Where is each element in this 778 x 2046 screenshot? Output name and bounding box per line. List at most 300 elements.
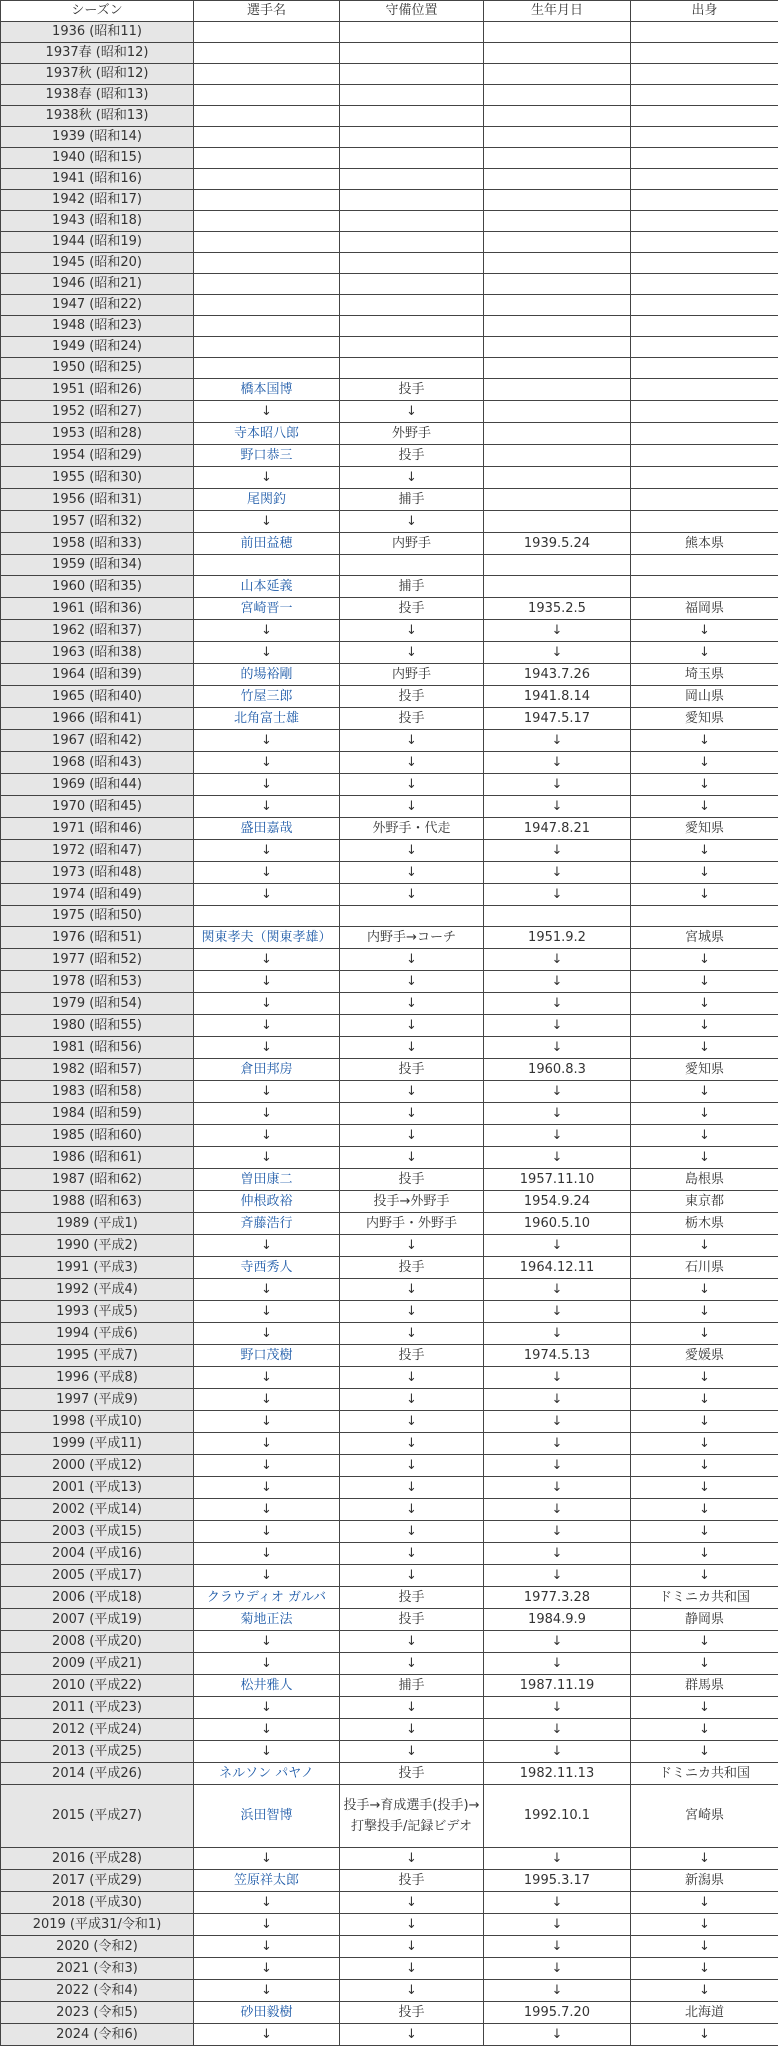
birthdate-cell: ↓: [484, 1697, 631, 1719]
player-name-cell: ↓: [194, 1433, 340, 1455]
player-name-cell: [194, 211, 340, 232]
birthdate-cell: ↓: [484, 1235, 631, 1257]
origin-cell: 福岡県: [631, 598, 778, 620]
table-row: [1, 927, 778, 949]
player-link[interactable]: 橋本国博: [240, 382, 292, 397]
birthdate-cell: [484, 211, 631, 232]
table-row: [1, 971, 778, 993]
player-link[interactable]: 松井雅人: [240, 1678, 292, 1693]
birthdate-cell: [484, 64, 631, 85]
position-cell: ↓: [340, 1147, 484, 1169]
player-name-cell: ↓: [194, 840, 340, 862]
table-row: [1, 708, 778, 730]
header-row: [1, 1, 778, 22]
player-name-cell: [194, 598, 340, 620]
table-row: [1, 1565, 778, 1587]
position-cell: [340, 211, 484, 232]
birthdate-cell: [484, 489, 631, 511]
season-cell: 1976 (昭和51): [1, 927, 194, 949]
player-link[interactable]: 倉田邦房: [240, 1062, 292, 1077]
season-cell: 1965 (昭和40): [1, 686, 194, 708]
origin-cell: ↓: [631, 642, 778, 664]
player-link[interactable]: 野口茂樹: [240, 1348, 292, 1363]
season-cell: 1969 (昭和44): [1, 774, 194, 796]
season-cell: 1960 (昭和35): [1, 576, 194, 598]
birthdate-cell: 1964.12.11: [484, 1257, 631, 1279]
season-cell: 1947 (昭和22): [1, 295, 194, 316]
origin-cell: ↓: [631, 1914, 778, 1936]
season-cell: 1988 (昭和63): [1, 1191, 194, 1213]
position-cell: ↓: [340, 1125, 484, 1147]
position-cell: ↓: [340, 1323, 484, 1345]
season-cell: 1964 (昭和39): [1, 664, 194, 686]
position-cell: 外野手: [340, 423, 484, 445]
player-name-cell: ↓: [194, 1103, 340, 1125]
player-name-cell: [194, 232, 340, 253]
birthdate-cell: ↓: [484, 971, 631, 993]
origin-cell: ↓: [631, 1411, 778, 1433]
player-name-cell: ↓: [194, 1653, 340, 1675]
player-link[interactable]: 仲根政裕: [240, 1194, 292, 1209]
player-name-cell: [194, 253, 340, 274]
player-link[interactable]: 宮崎晋一: [240, 601, 292, 616]
origin-cell: [631, 511, 778, 533]
table-row: [1, 1697, 778, 1719]
position-cell: [340, 169, 484, 190]
table-row: [1, 1213, 778, 1235]
season-cell: 1974 (昭和49): [1, 884, 194, 906]
player-name-cell: [194, 2002, 340, 2024]
player-link[interactable]: 竹屋三郎: [240, 689, 292, 704]
player-name-cell: ↓: [194, 949, 340, 971]
season-cell: 1953 (昭和28): [1, 423, 194, 445]
position-cell: [340, 906, 484, 927]
table-row: [1, 796, 778, 818]
position-cell: ↓: [340, 401, 484, 423]
table-row: [1, 190, 778, 211]
table-row: [1, 169, 778, 190]
origin-cell: ↓: [631, 1015, 778, 1037]
birthdate-cell: 1960.8.3: [484, 1059, 631, 1081]
season-cell: 1958 (昭和33): [1, 533, 194, 555]
position-cell: ↓: [340, 1565, 484, 1587]
origin-cell: 愛媛県: [631, 1345, 778, 1367]
birthdate-cell: [484, 232, 631, 253]
season-cell: 1941 (昭和16): [1, 169, 194, 190]
player-link[interactable]: 寺本昭八郎: [234, 426, 299, 441]
season-cell: 2013 (平成25): [1, 1741, 194, 1763]
player-name-cell: [194, 1587, 340, 1609]
player-link[interactable]: 山本延義: [240, 579, 292, 594]
position-cell: ↓: [340, 1081, 484, 1103]
player-name-cell: ↓: [194, 1631, 340, 1653]
origin-cell: ↓: [631, 620, 778, 642]
birthdate-cell: ↓: [484, 1433, 631, 1455]
position-cell: ↓: [340, 1015, 484, 1037]
table-row: [1, 1870, 778, 1892]
birthdate-cell: ↓: [484, 1389, 631, 1411]
season-cell: 1980 (昭和55): [1, 1015, 194, 1037]
birthdate-cell: ↓: [484, 1521, 631, 1543]
table-row: [1, 211, 778, 232]
header-season: シーズン: [1, 1, 194, 22]
position-cell: 投手: [340, 1169, 484, 1191]
table-row: [1, 1389, 778, 1411]
player-link[interactable]: 砂田毅樹: [240, 2005, 292, 2020]
birthdate-cell: [484, 43, 631, 64]
origin-cell: 新潟県: [631, 1870, 778, 1892]
origin-cell: [631, 379, 778, 401]
position-cell: ↓: [340, 1103, 484, 1125]
player-name-cell: ↓: [194, 1411, 340, 1433]
position-cell: ↓: [340, 993, 484, 1015]
player-name-cell: [194, 1059, 340, 1081]
position-cell: [340, 555, 484, 576]
position-cell: [340, 190, 484, 211]
table-row: [1, 1763, 778, 1785]
position-cell: [340, 127, 484, 148]
player-link[interactable]: 北角富士雄: [234, 711, 299, 726]
origin-cell: ↓: [631, 752, 778, 774]
birthdate-cell: [484, 274, 631, 295]
origin-cell: ↓: [631, 1958, 778, 1980]
origin-cell: 石川県: [631, 1257, 778, 1279]
table-row: [1, 467, 778, 489]
player-name-cell: [194, 169, 340, 190]
table-row: [1, 993, 778, 1015]
season-cell: 1968 (昭和43): [1, 752, 194, 774]
origin-cell: 愛知県: [631, 1059, 778, 1081]
season-cell: 1987 (昭和62): [1, 1169, 194, 1191]
origin-cell: ↓: [631, 1323, 778, 1345]
table-row: [1, 1235, 778, 1257]
birthdate-cell: ↓: [484, 1103, 631, 1125]
player-link[interactable]: 盛田嘉哉: [240, 821, 292, 836]
origin-cell: ↓: [631, 1631, 778, 1653]
position-cell: ↓: [340, 1958, 484, 1980]
table-row: [1, 1433, 778, 1455]
position-cell: [340, 85, 484, 106]
header-position: 守備位置: [340, 1, 484, 22]
table-row: [1, 1301, 778, 1323]
position-cell: ↓: [340, 840, 484, 862]
player-link[interactable]: 尾関釣: [247, 492, 286, 507]
position-cell: 捕手: [340, 576, 484, 598]
position-cell: ↓: [340, 1631, 484, 1653]
player-name-cell: [194, 316, 340, 337]
position-cell: 投手: [340, 1609, 484, 1631]
position-cell: [340, 253, 484, 274]
season-cell: 1938秋 (昭和13): [1, 106, 194, 127]
position-cell: 投手: [340, 598, 484, 620]
origin-cell: ↓: [631, 1433, 778, 1455]
table-row: [1, 1257, 778, 1279]
season-cell: 2021 (令和3): [1, 1958, 194, 1980]
player-name-cell: ↓: [194, 1235, 340, 1257]
origin-cell: [631, 489, 778, 511]
player-name-cell: [194, 379, 340, 401]
table-row: [1, 774, 778, 796]
table-row: [1, 22, 778, 43]
player-link[interactable]: 寺西秀人: [240, 1260, 292, 1275]
birthdate-cell: [484, 148, 631, 169]
birthdate-cell: ↓: [484, 1653, 631, 1675]
origin-cell: ↓: [631, 1653, 778, 1675]
origin-cell: 島根県: [631, 1169, 778, 1191]
table-row: [1, 730, 778, 752]
birthdate-cell: ↓: [484, 1301, 631, 1323]
position-cell: ↓: [340, 1411, 484, 1433]
origin-cell: ↓: [631, 1936, 778, 1958]
position-cell: ↓: [340, 2024, 484, 2046]
season-cell: 2016 (平成28): [1, 1848, 194, 1870]
position-cell: ↓: [340, 1914, 484, 1936]
season-cell: 1975 (昭和50): [1, 906, 194, 927]
table-row: [1, 337, 778, 358]
player-link[interactable]: ネルソン パヤノ: [219, 1766, 314, 1781]
table-row: [1, 1892, 778, 1914]
player-name-cell: [194, 85, 340, 106]
birthdate-cell: 1947.5.17: [484, 708, 631, 730]
position-cell: ↓: [340, 1499, 484, 1521]
season-cell: 1989 (平成1): [1, 1213, 194, 1235]
birthdate-cell: [484, 401, 631, 423]
origin-cell: 東京都: [631, 1191, 778, 1213]
origin-cell: ↓: [631, 1477, 778, 1499]
table-row: [1, 127, 778, 148]
table-row: [1, 295, 778, 316]
table-row: [1, 620, 778, 642]
birthdate-cell: 1943.7.26: [484, 664, 631, 686]
player-name-cell: ↓: [194, 401, 340, 423]
season-cell: 2023 (令和5): [1, 2002, 194, 2024]
birthdate-cell: 1947.8.21: [484, 818, 631, 840]
season-cell: 2017 (平成29): [1, 1870, 194, 1892]
origin-cell: 埼玉県: [631, 664, 778, 686]
season-cell: 2015 (平成27): [1, 1785, 194, 1848]
season-cell: 1994 (平成6): [1, 1323, 194, 1345]
birthdate-cell: ↓: [484, 840, 631, 862]
player-name-cell: [194, 1609, 340, 1631]
position-cell: ↓: [340, 1653, 484, 1675]
season-cell: 1966 (昭和41): [1, 708, 194, 730]
player-link[interactable]: 浜田智博: [240, 1808, 292, 1823]
position-cell: [340, 295, 484, 316]
origin-cell: ↓: [631, 993, 778, 1015]
origin-cell: ↓: [631, 862, 778, 884]
player-name-cell: ↓: [194, 993, 340, 1015]
birthdate-cell: [484, 337, 631, 358]
birthdate-cell: [484, 169, 631, 190]
table-row: [1, 1081, 778, 1103]
season-cell: 1944 (昭和19): [1, 232, 194, 253]
player-link[interactable]: クラウディオ ガルバ: [207, 1590, 326, 1605]
birthdate-cell: ↓: [484, 730, 631, 752]
position-cell: ↓: [340, 467, 484, 489]
position-cell: [340, 337, 484, 358]
player-name-cell: ↓: [194, 1279, 340, 1301]
origin-cell: [631, 295, 778, 316]
position-cell: ↓: [340, 949, 484, 971]
table-row: [1, 253, 778, 274]
birthdate-cell: [484, 127, 631, 148]
position-cell: 投手: [340, 1870, 484, 1892]
birthdate-cell: ↓: [484, 1741, 631, 1763]
player-name-cell: ↓: [194, 1719, 340, 1741]
origin-cell: [631, 190, 778, 211]
player-name-cell: [194, 64, 340, 85]
position-cell: ↓: [340, 752, 484, 774]
position-cell: ↓: [340, 1037, 484, 1059]
birthdate-cell: [484, 190, 631, 211]
player-link[interactable]: 菊地正法: [240, 1612, 292, 1627]
player-link[interactable]: 笠原祥太郎: [234, 1873, 299, 1888]
player-name-cell: [194, 423, 340, 445]
table-row: [1, 1191, 778, 1213]
player-name-cell: ↓: [194, 774, 340, 796]
player-name-cell: ↓: [194, 1301, 340, 1323]
table-row: [1, 1543, 778, 1565]
season-cell: 2010 (平成22): [1, 1675, 194, 1697]
origin-cell: ↓: [631, 1037, 778, 1059]
position-cell: 内野手→コーチ: [340, 927, 484, 949]
birthdate-cell: ↓: [484, 1543, 631, 1565]
origin-cell: [631, 253, 778, 274]
table-row: [1, 1785, 778, 1848]
player-link[interactable]: 前田益穂: [240, 536, 292, 551]
origin-cell: 宮崎県: [631, 1785, 778, 1848]
player-name-cell: ↓: [194, 642, 340, 664]
player-name-cell: [194, 1345, 340, 1367]
player-name-cell: ↓: [194, 2024, 340, 2046]
birthdate-cell: ↓: [484, 1958, 631, 1980]
table-row: [1, 1521, 778, 1543]
origin-cell: 愛知県: [631, 708, 778, 730]
position-cell: ↓: [340, 620, 484, 642]
origin-cell: [631, 576, 778, 598]
player-link[interactable]: 曽田康二: [240, 1172, 292, 1187]
birthdate-cell: [484, 22, 631, 43]
origin-cell: ↓: [631, 1147, 778, 1169]
origin-cell: ↓: [631, 1103, 778, 1125]
origin-cell: [631, 148, 778, 169]
table-row: [1, 1587, 778, 1609]
position-cell: 内野手: [340, 664, 484, 686]
birthdate-cell: ↓: [484, 1914, 631, 1936]
origin-cell: 愛知県: [631, 818, 778, 840]
player-name-cell: ↓: [194, 796, 340, 818]
player-name-cell: ↓: [194, 1081, 340, 1103]
season-cell: 1957 (昭和32): [1, 511, 194, 533]
origin-cell: 宮城県: [631, 927, 778, 949]
position-cell: 投手: [340, 708, 484, 730]
origin-cell: [631, 22, 778, 43]
player-name-cell: [194, 295, 340, 316]
season-cell: 1977 (昭和52): [1, 949, 194, 971]
birthdate-cell: ↓: [484, 642, 631, 664]
position-cell: 投手: [340, 379, 484, 401]
birthdate-cell: [484, 423, 631, 445]
player-link[interactable]: 的場裕剛: [240, 667, 292, 682]
table-row: [1, 511, 778, 533]
position-cell: ↓: [340, 1433, 484, 1455]
table-row: [1, 358, 778, 379]
player-name-cell: ↓: [194, 1477, 340, 1499]
position-cell: [340, 232, 484, 253]
origin-cell: 群馬県: [631, 1675, 778, 1697]
season-cell: 2019 (平成31/令和1): [1, 1914, 194, 1936]
origin-cell: [631, 85, 778, 106]
birthdate-cell: ↓: [484, 752, 631, 774]
birthdate-cell: ↓: [484, 862, 631, 884]
birthdate-cell: ↓: [484, 1631, 631, 1653]
origin-cell: ↓: [631, 971, 778, 993]
origin-cell: [631, 316, 778, 337]
table-row: [1, 906, 778, 927]
season-cell: 1963 (昭和38): [1, 642, 194, 664]
origin-cell: ↓: [631, 840, 778, 862]
table-row: [1, 1455, 778, 1477]
table-row: [1, 752, 778, 774]
table-row: [1, 598, 778, 620]
table-row: [1, 64, 778, 85]
position-cell: ↓: [340, 730, 484, 752]
origin-cell: ドミニカ共和国: [631, 1587, 778, 1609]
position-cell: 投手: [340, 1345, 484, 1367]
season-cell: 2020 (令和2): [1, 1936, 194, 1958]
table-row: [1, 576, 778, 598]
table-row: [1, 43, 778, 64]
position-cell: ↓: [340, 1455, 484, 1477]
player-name-cell: [194, 1191, 340, 1213]
position-cell: ↓: [340, 1543, 484, 1565]
origin-cell: ↓: [631, 1499, 778, 1521]
season-cell: 1951 (昭和26): [1, 379, 194, 401]
position-cell: ↓: [340, 1848, 484, 1870]
player-name-cell: ↓: [194, 1848, 340, 1870]
position-cell: ↓: [340, 511, 484, 533]
table-row: [1, 1631, 778, 1653]
player-link[interactable]: 野口恭三: [240, 448, 292, 463]
player-name-cell: [194, 337, 340, 358]
birthdate-cell: ↓: [484, 1015, 631, 1037]
season-cell: 2024 (令和6): [1, 2024, 194, 2046]
birthdate-cell: ↓: [484, 1081, 631, 1103]
table-row: [1, 1609, 778, 1631]
season-cell: 1937秋 (昭和12): [1, 64, 194, 85]
player-link[interactable]: 関東孝夫（関東孝雄）: [201, 930, 331, 945]
season-cell: 1967 (昭和42): [1, 730, 194, 752]
table-row: [1, 274, 778, 295]
season-cell: 1938春 (昭和13): [1, 85, 194, 106]
player-name-cell: ↓: [194, 884, 340, 906]
position-cell: [340, 106, 484, 127]
birthdate-cell: ↓: [484, 620, 631, 642]
position-cell: 投手→育成選手(投手)→打撃投手/記録ビデオ: [340, 1785, 484, 1848]
birthdate-cell: ↓: [484, 1125, 631, 1147]
origin-cell: [631, 358, 778, 379]
position-cell: [340, 43, 484, 64]
birthdate-cell: [484, 358, 631, 379]
origin-cell: ↓: [631, 1279, 778, 1301]
position-cell: ↓: [340, 1697, 484, 1719]
table-row: [1, 1958, 778, 1980]
player-link[interactable]: 斉藤浩行: [240, 1216, 292, 1231]
birthdate-cell: ↓: [484, 1936, 631, 1958]
table-row: [1, 148, 778, 169]
player-name-cell: [194, 576, 340, 598]
origin-cell: ↓: [631, 730, 778, 752]
